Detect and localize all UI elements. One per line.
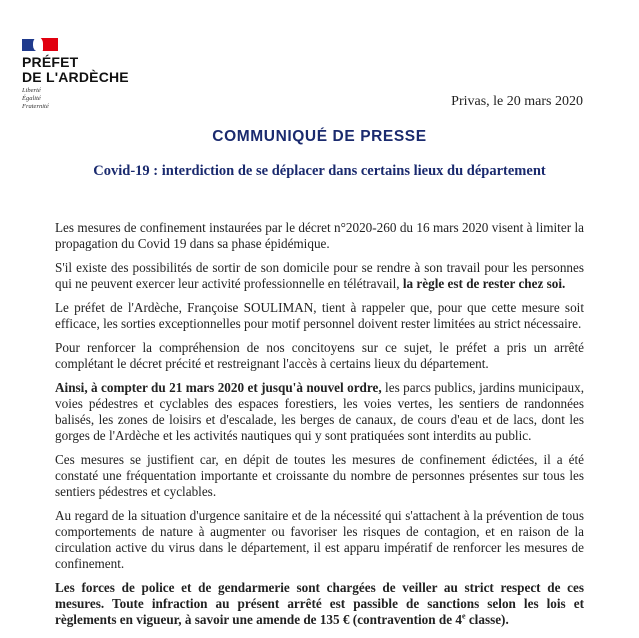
motto-fraternite: Fraternité: [22, 103, 49, 110]
page-title: COMMUNIQUÉ DE PRESSE: [212, 128, 427, 145]
paragraph-5: [55, 380, 584, 444]
motto: [22, 87, 129, 111]
brand-name: [22, 55, 129, 85]
paragraph-8-superscript: e: [461, 611, 466, 621]
paragraph-6: Ces mesures se justifient car, en dépit de toutes les mesures de confinement édictées, il a été constaté une fréquentation importante et croissante du nombre de personnes présentes sur tous les sentiers pédestres et cyclables.: [55, 452, 584, 499]
date-line: Privas, le 20 mars 2020: [451, 94, 583, 109]
paragraph-1: Les mesures de confinement instaurées par le décret n°2020-260 du 16 mars 2020 visent à limiter la propagation du Covid 19 dans sa phase épidémique.: [55, 220, 584, 251]
brand-line-2: DE L'ARDÈCHE: [22, 69, 129, 85]
paragraph-2-emphasis: la règle est de rester chez soi.: [402, 276, 566, 291]
paragraph-8-text: Les forces de police et de gendarmerie sont chargées de veiller au strict respect de ces mesures. Toute infraction au présent arrêté est passible de sanctions selon les lois et règlements en vigueur, à savoir une amende de 135 € (contravention de 4: [55, 580, 584, 627]
paragraph-3: Le préfet de l'Ardèche, Françoise SOULIMAN, tient à rappeler que, pour que cette mesure soit efficace, les sorties exceptionnelles pour motif personnel doivent rester limitées au strict nécessaire.: [55, 300, 584, 331]
paragraph-5-text: les parcs publics, jardins municipaux, voies pédestres et cyclables des espaces forestiers, les voies vertes, les sentiers de randonnées balisés, les zones de loisirs et d'escalade, les berges de canaux, de cours d'eau et de lacs, dont les gorges de l'Ardèche et les activités nautiques qui y sont pratiquées sont interdits au public.: [55, 380, 584, 443]
motto-egalite: Égalité: [22, 95, 41, 102]
paragraph-4: Pour renforcer la compréhension de nos concitoyens sur ce sujet, le préfet a pris un arrêté complétant le décret précité et restreignant l'accès à certains lieux du département.: [55, 340, 584, 371]
paragraph-5-emphasis: Ainsi, à compter du 21 mars 2020 et jusqu'à nouvel ordre,: [55, 380, 382, 395]
paragraph-2: [55, 260, 584, 292]
document-body: [55, 220, 584, 636]
brand-line-1: PRÉFET: [22, 54, 79, 70]
paragraph-2-text: S'il existe des possibilités de sortir de son domicile pour se rendre à son travail pour les personnes qui ne peuvent exercer leur activité professionnelle en télétravail,: [55, 260, 584, 291]
prefecture-logo: [22, 36, 129, 111]
paragraph-8: [55, 580, 584, 628]
marianne-flag-icon: [22, 36, 58, 52]
page-subtitle: Covid-19 : interdiction de se déplacer dans certains lieux du département: [93, 163, 546, 179]
motto-liberte: Liberté: [22, 87, 41, 94]
paragraph-8-end: classe).: [465, 612, 509, 627]
paragraph-8-emphasis: [55, 580, 584, 627]
paragraph-7: Au regard de la situation d'urgence sanitaire et de la nécessité qui s'attachent à la prévention de tous comportements de nature à augmenter ou favoriser les risques de contagion, et en raison de la circulation active du virus dans le département, il est apparu impératif de renforcer les mesures de confinement.: [55, 508, 584, 571]
